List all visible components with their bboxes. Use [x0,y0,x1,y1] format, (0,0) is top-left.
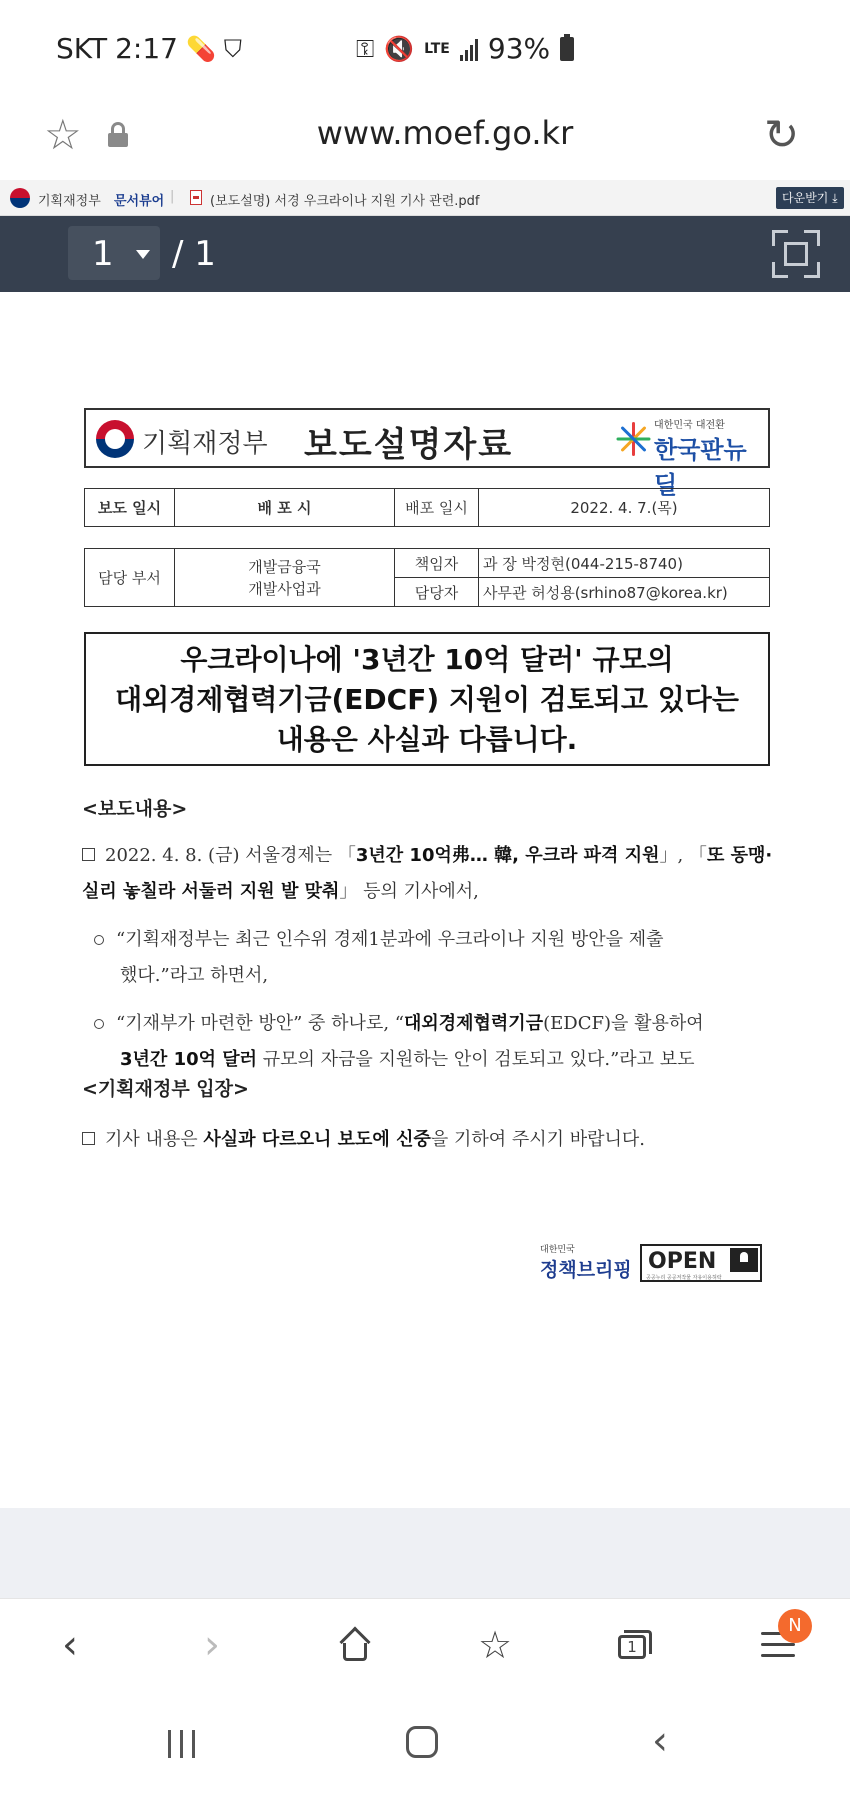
android-nav-bar [0,1698,850,1795]
viewer-ministry-label: 기획재정부 [38,194,101,209]
position-bold: 사실과 다르오니 보도에 신중 [203,1129,431,1150]
carrier-label: SKT [56,32,108,65]
home-icon [338,1629,372,1661]
p2-line-1: “기획재정부는 최근 인수위 경제1분과에 우크라이나 지원 방안을 제출 [116,929,664,950]
open-license-badge [640,1244,762,1282]
release-info-table [84,488,770,527]
file-name-tab[interactable]: (보도설명) 서경 우크라이나 지원 기사 관련.pdf [210,194,480,209]
report-section-title: <보도내용> [82,798,188,820]
home-button[interactable] [325,1615,385,1675]
doc-header [84,408,770,499]
ministry-emblem-icon [96,420,134,458]
open-label: OPEN [648,1249,717,1274]
forward-button[interactable] [182,1615,242,1675]
star-list-icon: ☆ [477,1623,513,1667]
lte-icon: LTE [424,40,450,57]
p3-suffix: 규모의 자금을 지원하는 안이 검토되고 있다.”라고 보도 [257,1049,695,1070]
newdeal-logo-icon [616,422,650,456]
chevron-left-icon: ‹ [62,1622,78,1668]
p3-prefix: “기재부가 마련한 방안” 중 하나로, “ [116,1013,404,1034]
battery-percent: 93% [487,32,551,65]
dept-value [175,549,395,607]
document-viewer-label: 문서뷰어 [114,194,165,209]
open-caption: 공공누리 공공저작물 자유이용허락 [646,1275,722,1281]
p1-headline-1: 3년간 10억弗… 韓, 우크라 파격 지원 [355,845,660,866]
p2-line-2: 했다.”라고 하면서, [120,965,269,986]
chevron-right-icon: › [204,1622,220,1668]
manager-label: 책임자 [395,549,479,578]
viewer-bottom-band [0,1508,850,1598]
contact-info-table [84,548,770,607]
battery-icon [560,37,574,61]
report-paragraph-1 [82,838,782,910]
lock-icon[interactable] [108,122,128,146]
url-bar [0,100,850,180]
android-back-icon[interactable]: ‹ [652,1718,668,1764]
status-left [56,32,242,65]
notification-badge: N [778,1609,812,1643]
tabs-button[interactable] [605,1615,665,1675]
shield-check-icon: ⛉ [223,34,242,63]
ministry-logo-icon [10,188,30,208]
p1-suffix: 」 등의 기사에서, [339,881,479,902]
circle-bullet-icon [94,935,104,945]
manager-value: 과 장 박정현(044-215-8740) [479,549,770,578]
report-paragraph-2 [94,922,784,994]
signal-icon [460,37,478,61]
position-section-title: <기획재정부 입장> [82,1078,249,1100]
person-icon [730,1248,758,1272]
headline-line-1: 우크라이나에 '3년간 10억 달러' 규모의 [180,643,674,676]
fit-page-icon[interactable] [772,230,820,278]
briefing-title: 정책브리핑 [540,1259,632,1281]
release-value: 배 포 시 [175,489,395,527]
download-label: 다운받기 [782,191,829,205]
newdeal-subtitle: 대한민국 대전환 [654,420,725,431]
circle-bullet-icon [94,1019,104,1029]
total-pages: / 1 [172,234,216,274]
viewer-tab-strip [0,180,850,216]
distribution-label: 배포 일시 [395,489,479,527]
contact-label: 담당자 [395,578,479,607]
p3-mid: (EDCF)을 활용하여 [543,1013,704,1034]
distribution-value: 2022. 4. 7.(목) [479,489,770,527]
p1-prefix: 2022. 4. 8. (금) 서울경제는 「 [105,845,356,866]
position-suffix: 을 기하여 주시기 바랍니다. [430,1129,646,1150]
doc-ministry-name: 기획재정부 [142,429,268,459]
release-label: 보도 일시 [85,489,175,527]
back-button[interactable] [40,1615,100,1675]
dept-line-2: 개발사업과 [248,579,321,598]
download-icon: ⤓ [832,191,838,205]
square-bullet-icon [82,1132,95,1145]
status-right [356,32,574,65]
pill-icon: 💊 [185,34,216,63]
key-icon: ⚿ [356,34,375,63]
mute-icon: 🔇 [384,34,415,63]
url-field[interactable]: www.moef.go.kr [316,114,574,152]
p1-mid: 」, 「 [659,845,707,866]
status-bar [0,0,850,100]
clock: 2:17 [115,32,178,65]
download-button[interactable] [776,187,844,209]
headline-line-3: 내용은 사실과 다릅니다. [276,723,578,756]
p3-bold-1: 대외경제협력기금 [403,1013,544,1034]
pdf-page [0,292,850,1508]
tabs-icon [618,1630,652,1660]
recents-icon[interactable] [168,1730,198,1758]
doc-type-title: 보도설명자료 [304,425,514,465]
bookmark-star-icon[interactable]: ☆ [44,110,82,159]
policy-briefing-logo [540,1242,632,1282]
p1-headline-2: 또 동맹·실리 놓칠라 서둘러 지원 발 맞춰 [82,845,773,902]
current-page: 1 [92,234,114,274]
android-home-icon[interactable] [406,1726,438,1758]
browser-bottom-nav [0,1598,850,1698]
position-prefix: 기사 내용은 [105,1129,204,1150]
headline-line-2: 대외경제협력기금(EDCF) 지원이 검토되고 있다는 [115,683,739,716]
report-paragraph-3 [94,1006,784,1078]
bookmarks-button[interactable] [465,1615,525,1675]
dept-line-1: 개발금융국 [248,557,321,576]
p3-bold-2: 3년간 10억 달러 [120,1049,258,1070]
position-paragraph [82,1122,782,1158]
tabs-count: 1 [618,1635,646,1659]
page-selector[interactable] [68,226,160,280]
briefing-subtitle: 대한민국 [540,1245,575,1255]
pdf-file-icon [190,190,202,205]
chevron-down-icon [136,250,150,259]
square-bullet-icon [82,848,95,861]
contact-value: 사무관 허성용(srhino87@korea.kr) [479,578,770,607]
newdeal-title: 한국판뉴딜 [654,436,747,499]
pdf-toolbar [0,216,850,292]
reload-icon[interactable]: ↻ [764,110,800,159]
headline-box [84,632,770,766]
tab-separator: | [170,189,175,204]
dept-label: 담당 부서 [85,549,175,607]
